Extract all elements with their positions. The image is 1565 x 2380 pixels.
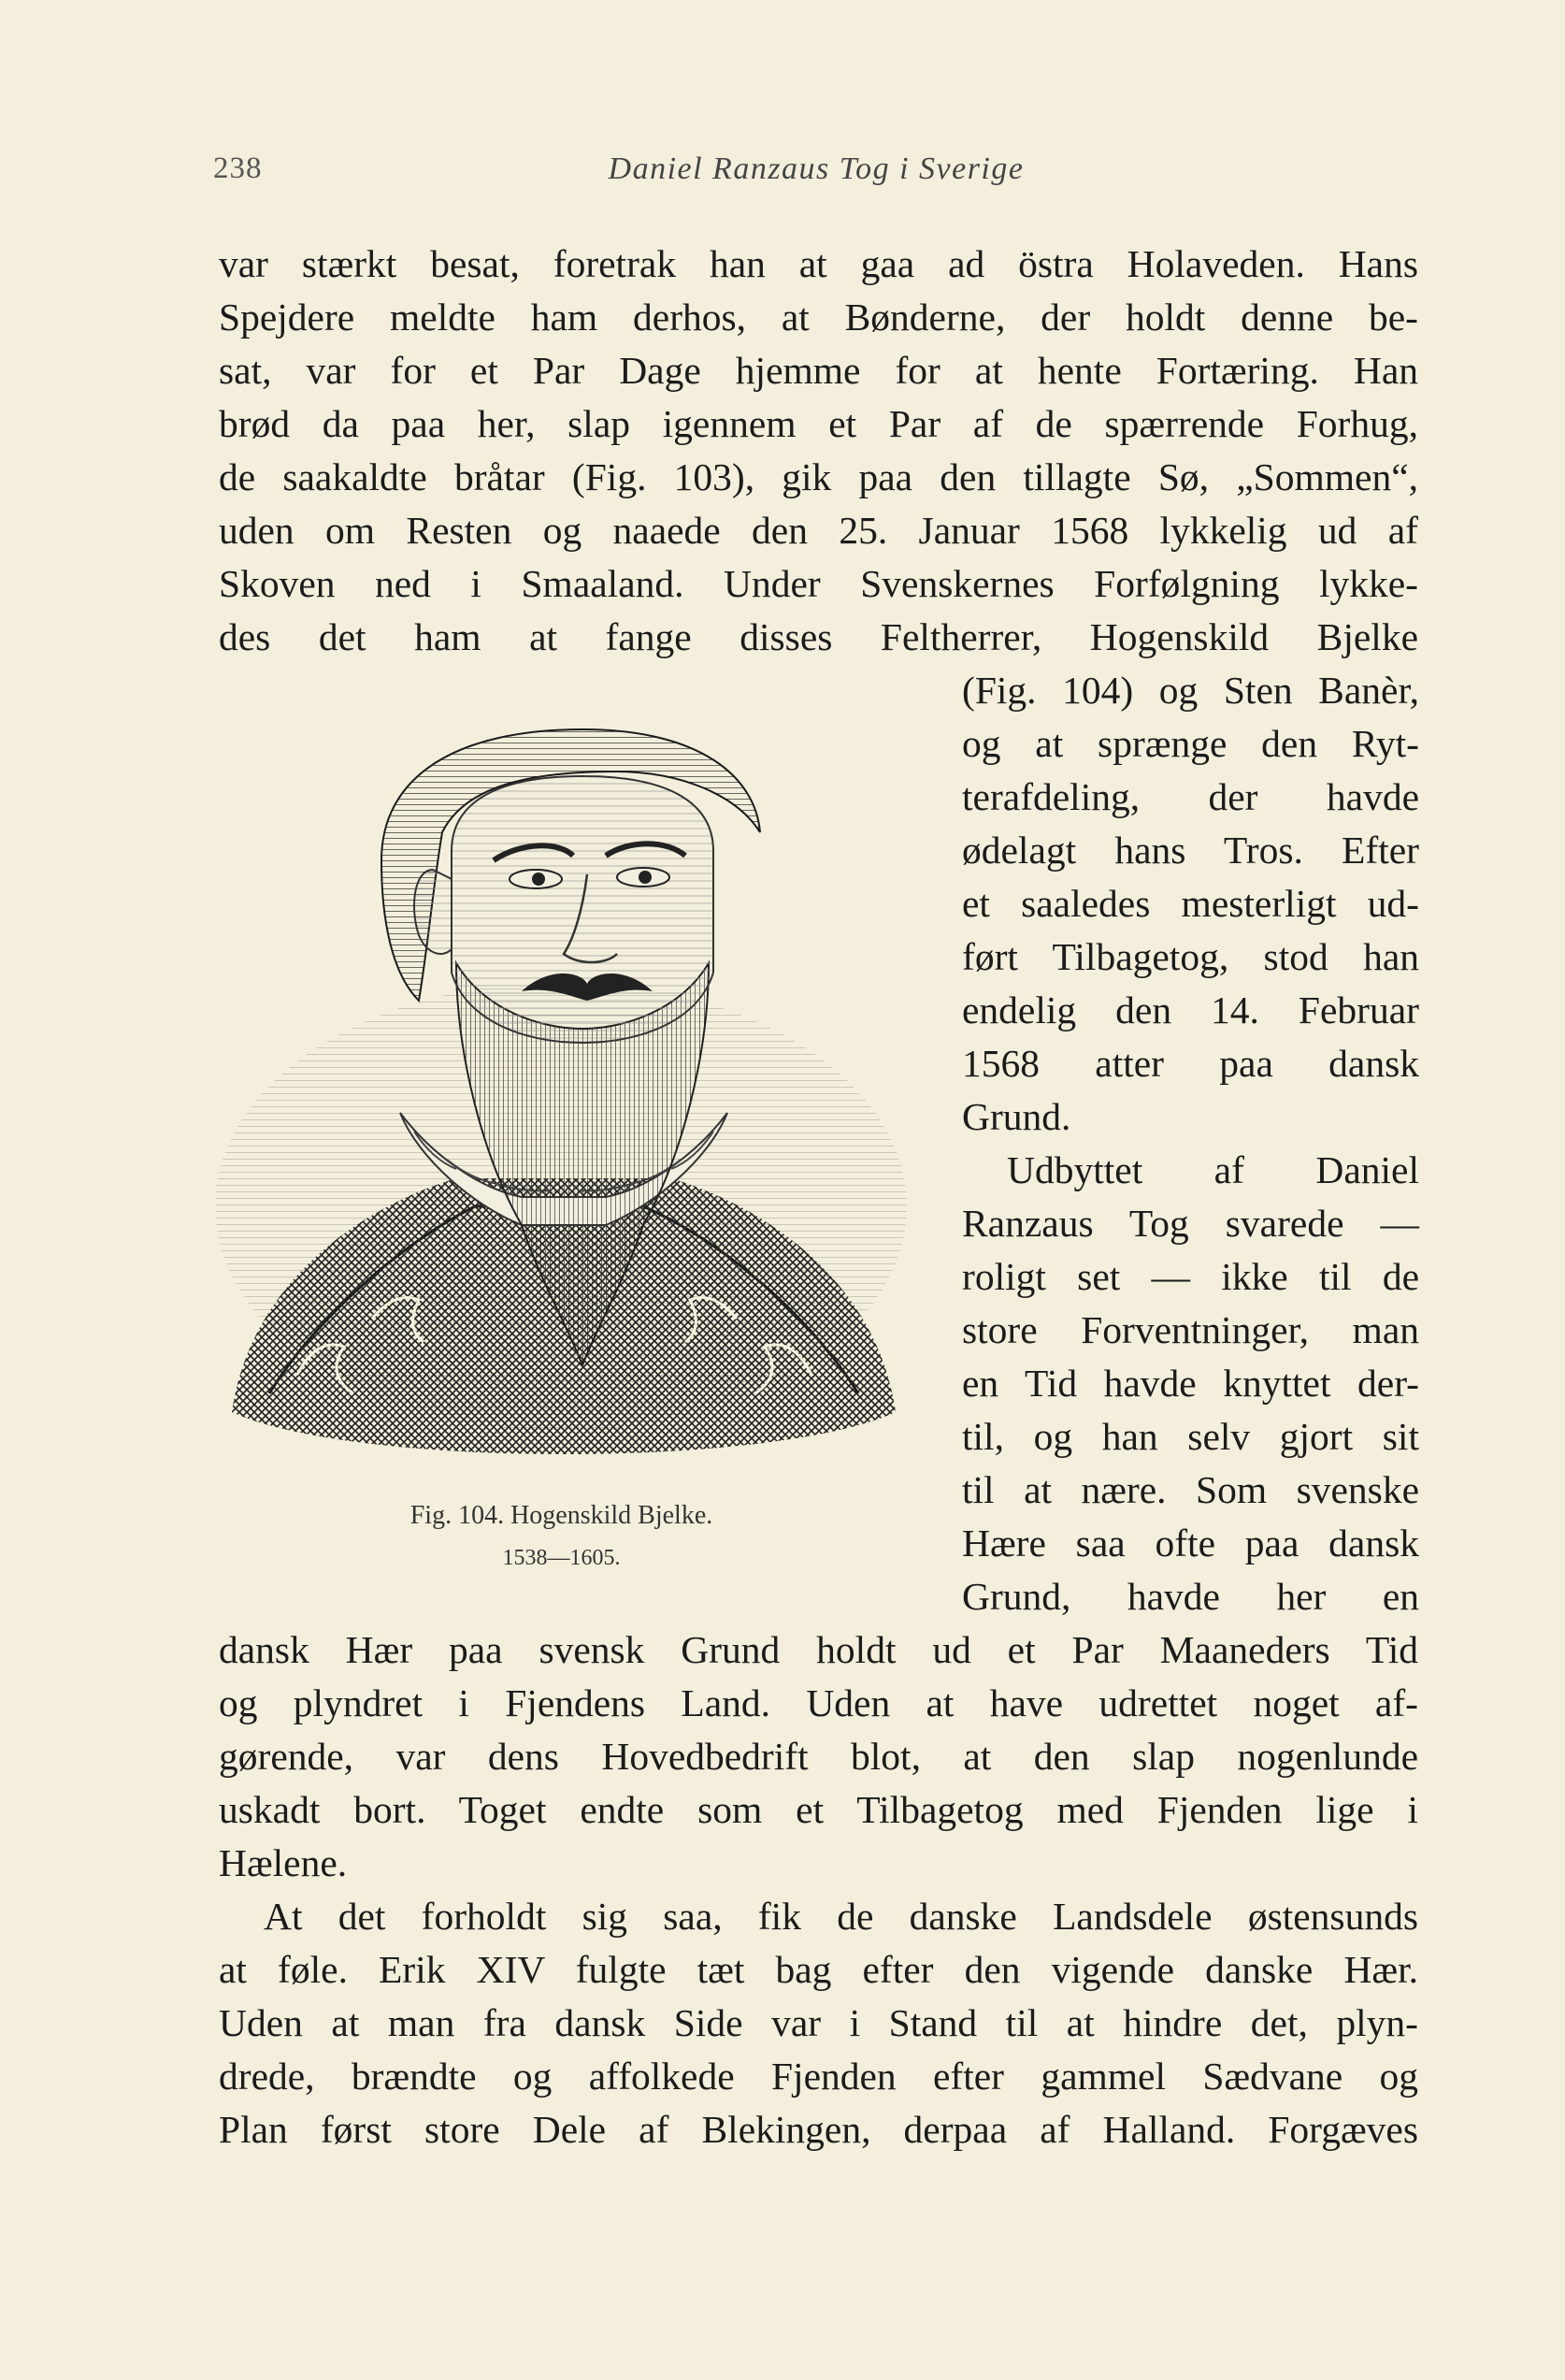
text-line: Grund. [962, 1095, 1071, 1138]
text-line: terafdeling, der havde [962, 775, 1419, 818]
text-line: 1568 atter paa dansk [962, 1042, 1419, 1085]
text-line: Ranzaus Tog svarede — [962, 1202, 1419, 1245]
text-line: Grund, havde her en [962, 1575, 1419, 1618]
text-line: roligt set — ikke til de [962, 1255, 1419, 1298]
text-line: et saaledes mesterligt ud- [962, 882, 1419, 925]
text-line: Udbyttet af Daniel [1007, 1148, 1419, 1191]
text-line: og plyndret i Fjendens Land. Uden at have udrettet noget af- [219, 1681, 1418, 1724]
text-line: des det ham at fange disses Feltherrer, Hogenskild Bjelke [219, 615, 1418, 658]
text-line: ført Tilbagetog, stod han [962, 935, 1419, 978]
text-line: uden om Resten og naaede den 25. Januar 1568 lykkelig ud af [219, 509, 1418, 552]
text-line: til at nære. Som svenske [962, 1468, 1419, 1511]
text-line: til, og han selv gjort sit [962, 1415, 1419, 1458]
text-line: Skoven ned i Smaaland. Under Svenskernes Forfølgning lykke- [219, 562, 1418, 605]
text-line: At det forholdt sig saa, fik de danske Landsdele østensunds [264, 1895, 1418, 1938]
text-line: store Forventninger, man [962, 1308, 1419, 1351]
portrait-engraving [213, 720, 910, 1468]
text-line: uskadt bort. Toget endte som et Tilbagetog med Fjenden lige i [219, 1788, 1418, 1831]
text-line: endelig den 14. Februar [962, 988, 1419, 1031]
text-line: Hære saa ofte paa dansk [962, 1522, 1419, 1565]
text-line: Plan først store Dele af Blekingen, derpaa af Halland. Forgæves [219, 2108, 1418, 2151]
text-line: var stærkt besat, foretrak han at gaa ad östra Holaveden. Hans [219, 242, 1418, 285]
running-header [213, 151, 1419, 198]
text-line: ødelagt hans Tros. Efter [962, 829, 1419, 872]
text-line: sat, var for et Par Dage hjemme for at hente Fortæring. Han [219, 349, 1418, 392]
text-line: de saakaldte bråtar (Fig. 103), gik paa den tillagte Sø, „Sommen“, [219, 455, 1418, 498]
text-line: Spejdere meldte ham derhos, at Bønderne, der holdt denne be- [219, 296, 1418, 339]
text-line: drede, brændte og affolkede Fjenden efter gammel Sædvane og [219, 2055, 1418, 2098]
text-line: en Tid havde knyttet der- [962, 1362, 1419, 1405]
text-line: gørende, var dens Hovedbedrift blot, at den slap nogenlunde [219, 1735, 1418, 1778]
text-line: Uden at man fra dansk Side var i Stand til at hindre det, plyn- [219, 2001, 1418, 2044]
page-number: 238 [213, 151, 263, 185]
text-line: at føle. Erik XIV fulgte tæt bag efter den vigende danske Hær. [219, 1948, 1418, 1991]
figure-caption: Fig. 104. Hogenskild Bjelke. [409, 1501, 713, 1530]
figure-caption-dates: 1538—1605. [502, 1546, 621, 1570]
text-line: brød da paa her, slap igennem et Par af de spærrende Forhug, [219, 402, 1418, 445]
running-title: Daniel Ranzaus Tog i Sverige [608, 151, 1025, 186]
text-line: dansk Hær paa svensk Grund holdt ud et Par Maaneders Tid [219, 1628, 1418, 1671]
text-line: (Fig. 104) og Sten Banèr, [962, 669, 1419, 712]
text-line: Hælene. [219, 1841, 348, 1884]
text-line: og at sprænge den Ryt- [962, 722, 1419, 765]
